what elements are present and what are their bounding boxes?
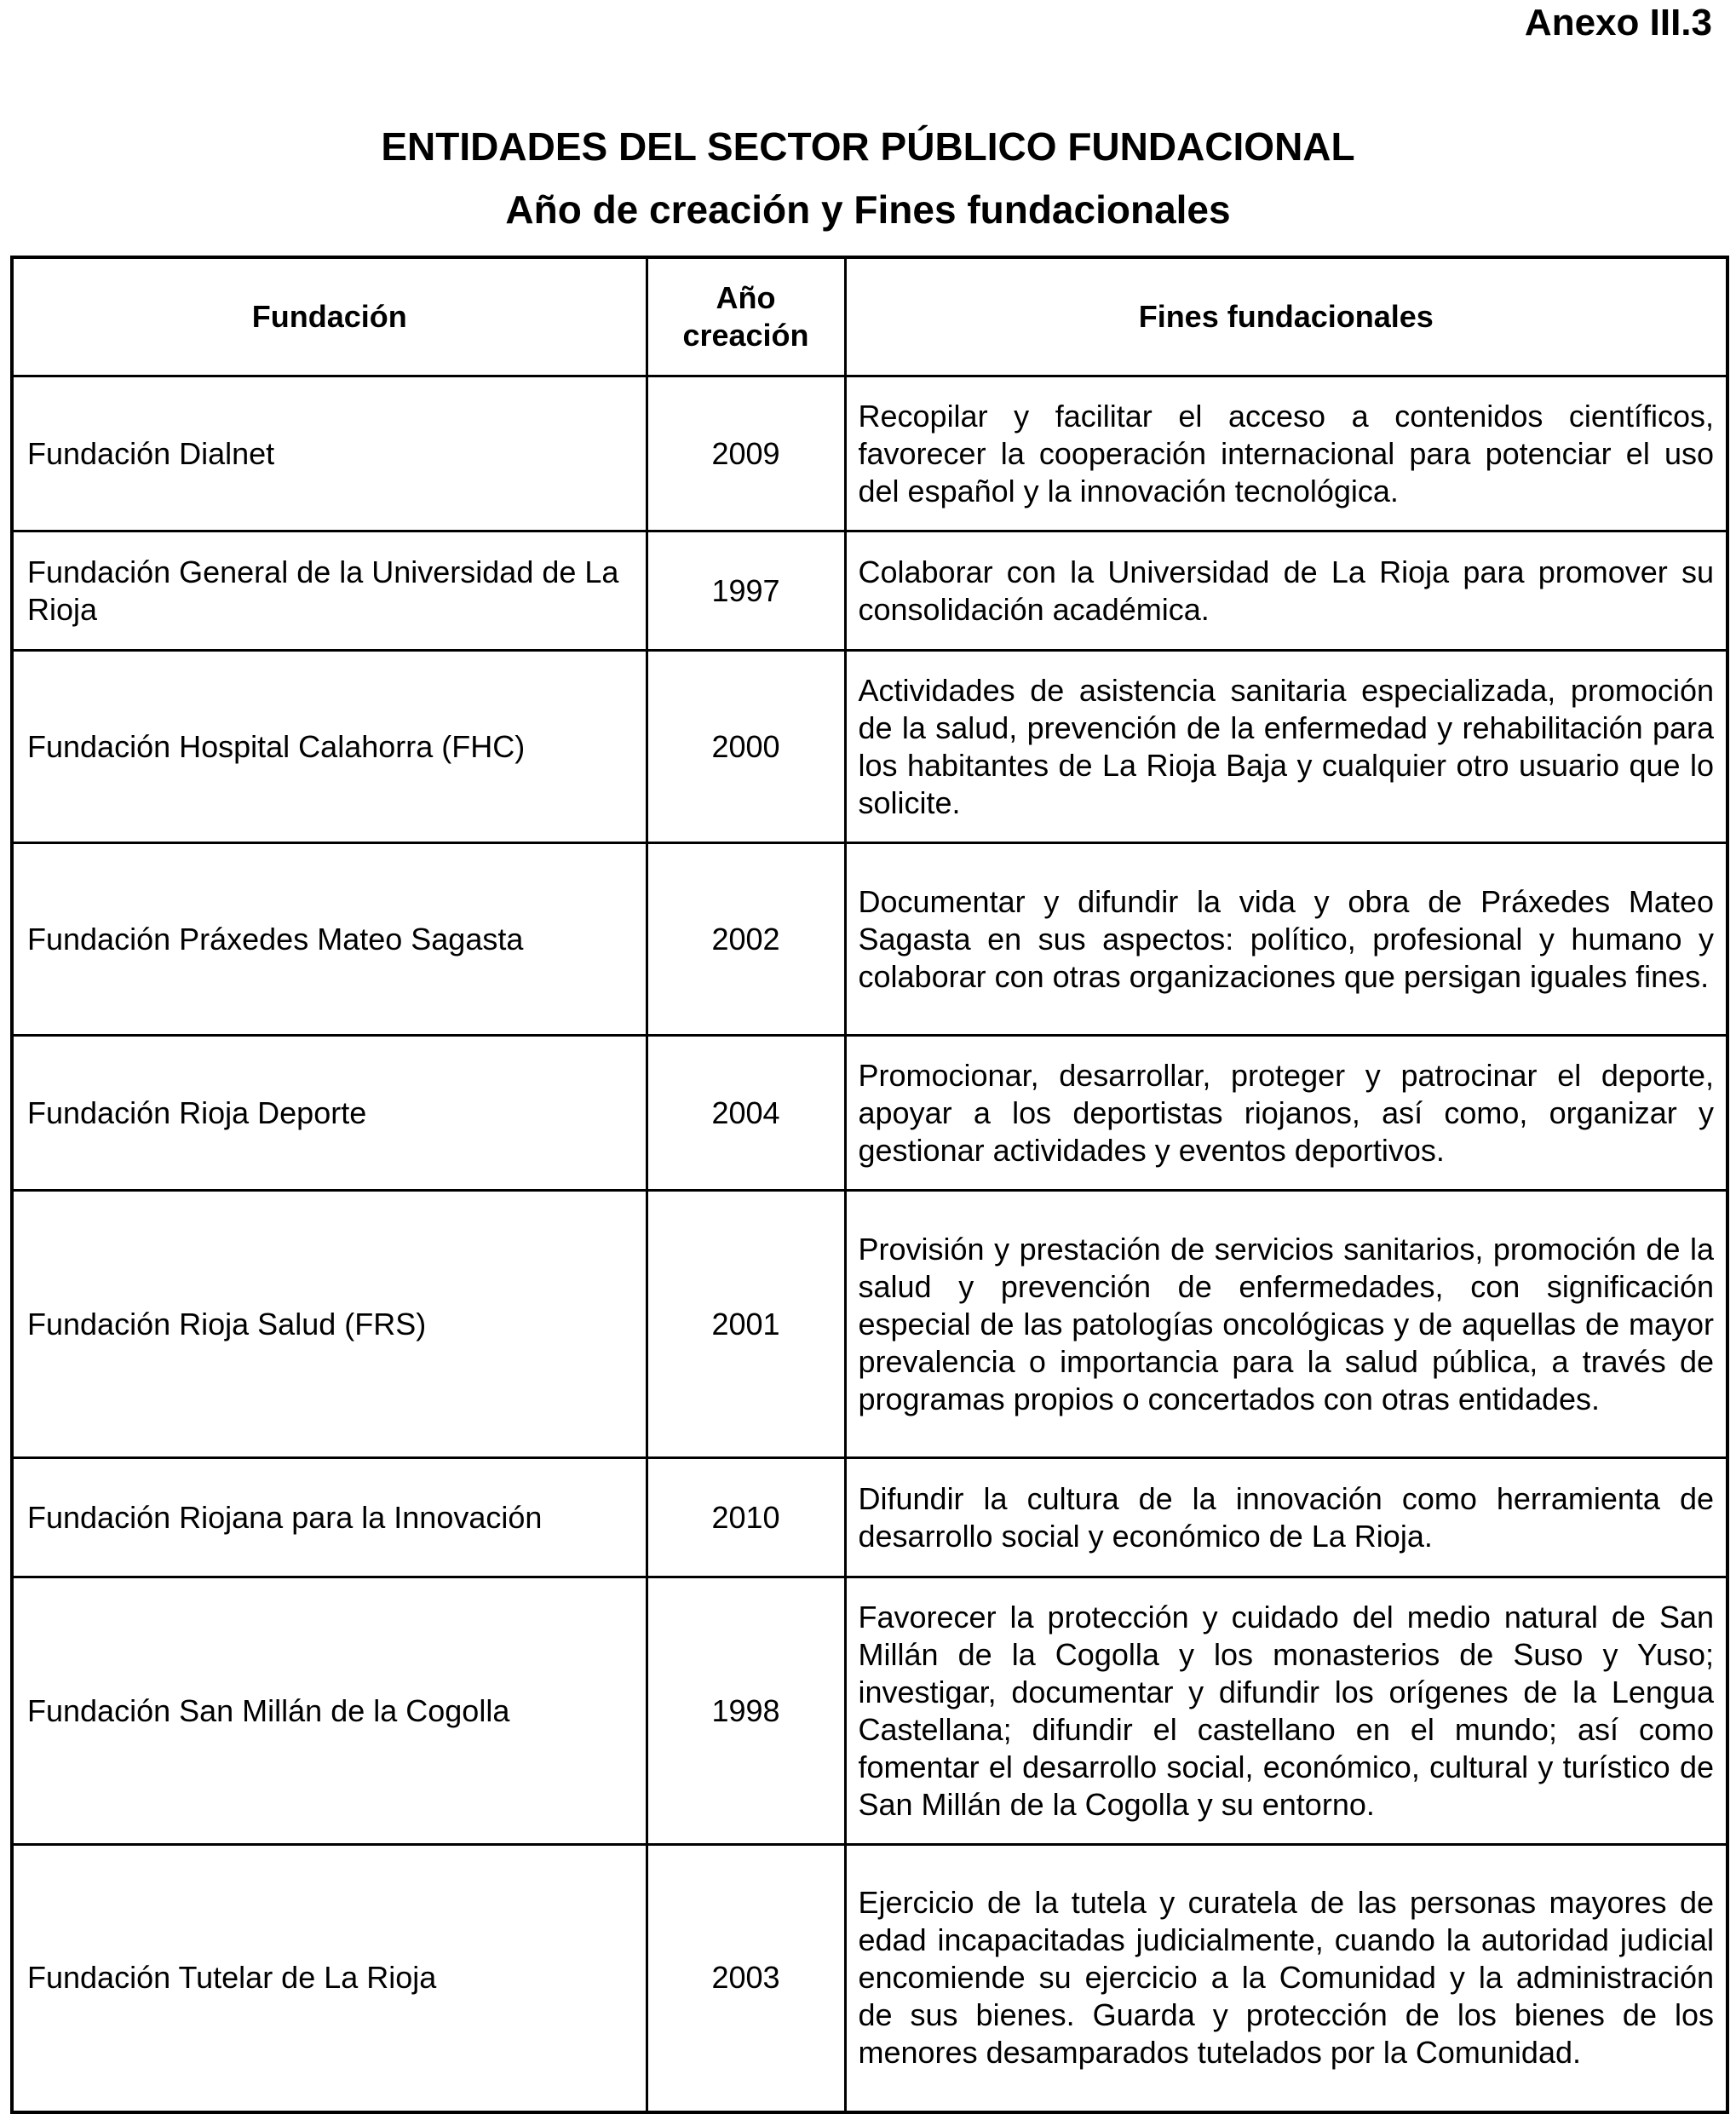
column-header-ano bbox=[647, 257, 845, 376]
cell-ano: 2009 bbox=[647, 376, 845, 531]
table-row bbox=[12, 651, 1727, 843]
cell-fines: Colaborar con la Universidad de La Rioja para promover su consolidación académica. bbox=[845, 531, 1727, 651]
cell-fundacion: Fundación Riojana para la Innovación bbox=[12, 1458, 647, 1577]
cell-ano: 2004 bbox=[647, 1036, 845, 1191]
cell-fines: Documentar y difundir la vida y obra de Práxedes Mateo Sagasta en sus aspectos: político, profesional y humano y colaborar con otras organizaciones que persigan iguales fines. bbox=[845, 843, 1727, 1036]
cell-fines: Ejercicio de la tutela y curatela de las personas mayores de edad incapacitadas judicialmente, cuando la autoridad judicial encomiende su ejercicio a la Comunidad y la administración de sus bienes. Guarda y protección de los bienes de los menores desamparados tutelados por la Comunidad. bbox=[845, 1845, 1727, 2112]
cell-fundacion: Fundación Hospital Calahorra (FHC) bbox=[12, 651, 647, 843]
column-header-ano-line2: creación bbox=[682, 318, 809, 353]
table-row bbox=[12, 1458, 1727, 1577]
cell-fines: Actividades de asistencia sanitaria especializada, promoción de la salud, prevención de la enfermedad y rehabilitación para los habitantes de La Rioja Baja y cualquier otro usuario que lo solicite. bbox=[845, 651, 1727, 843]
page-title: ENTIDADES DEL SECTOR PÚBLICO FUNDACIONAL bbox=[381, 124, 1355, 169]
cell-ano: 2000 bbox=[647, 651, 845, 843]
cell-fundacion: Fundación General de la Universidad de La Rioja bbox=[12, 531, 647, 651]
cell-fines: Favorecer la protección y cuidado del medio natural de San Millán de la Cogolla y los monasterios de Suso y Yuso; investigar, documentar y difundir los orígenes de la Lengua Castellana; difundir el castellano en el mundo; así como fomentar el desarrollo social, económico, cultural y turístico de San Millán de la Cogolla y su entorno. bbox=[845, 1577, 1727, 1845]
cell-fundacion: Fundación Dialnet bbox=[12, 376, 647, 531]
cell-fundacion: Fundación San Millán de la Cogolla bbox=[12, 1577, 647, 1845]
table-row bbox=[12, 1845, 1727, 2112]
cell-fundacion: Fundación Tutelar de La Rioja bbox=[12, 1845, 647, 2112]
cell-ano: 2010 bbox=[647, 1458, 845, 1577]
table-row bbox=[12, 843, 1727, 1036]
foundations-table bbox=[10, 256, 1729, 2114]
annex-label: Anexo III.3 bbox=[1524, 2, 1712, 43]
table-row bbox=[12, 531, 1727, 651]
cell-fundacion: Fundación Rioja Deporte bbox=[12, 1036, 647, 1191]
cell-fundacion: Fundación Práxedes Mateo Sagasta bbox=[12, 843, 647, 1036]
column-header-fundacion: Fundación bbox=[12, 257, 647, 376]
column-header-ano-line1: Año bbox=[716, 280, 776, 315]
cell-fines: Recopilar y facilitar el acceso a contenidos científicos, favorecer la cooperación internacional para potenciar el uso del español y la innovación tecnológica. bbox=[845, 376, 1727, 531]
table-row bbox=[12, 1191, 1727, 1458]
column-header-fines: Fines fundacionales bbox=[845, 257, 1727, 376]
cell-ano: 1998 bbox=[647, 1577, 845, 1845]
cell-fines: Promocionar, desarrollar, proteger y patrocinar el deporte, apoyar a los deportistas riojanos, así como, organizar y gestionar actividades y eventos deportivos. bbox=[845, 1036, 1727, 1191]
cell-ano: 2001 bbox=[647, 1191, 845, 1458]
cell-ano: 1997 bbox=[647, 531, 845, 651]
table-row bbox=[12, 1577, 1727, 1845]
cell-fines: Provisión y prestación de servicios sanitarios, promoción de la salud y prevención de enfermedades, con significación especial de las patologías oncológicas y de aquellas de mayor prevalencia o importancia para la salud pública, a través de programas propios o concertados con otras entidades. bbox=[845, 1191, 1727, 1458]
cell-ano: 2002 bbox=[647, 843, 845, 1036]
page-subtitle: Año de creación y Fines fundacionales bbox=[505, 187, 1231, 232]
table-row bbox=[12, 1036, 1727, 1191]
cell-fines: Difundir la cultura de la innovación como herramienta de desarrollo social y económico de La Rioja. bbox=[845, 1458, 1727, 1577]
table-row bbox=[12, 376, 1727, 531]
table-header-row bbox=[12, 257, 1727, 376]
cell-fundacion: Fundación Rioja Salud (FRS) bbox=[12, 1191, 647, 1458]
cell-ano: 2003 bbox=[647, 1845, 845, 2112]
